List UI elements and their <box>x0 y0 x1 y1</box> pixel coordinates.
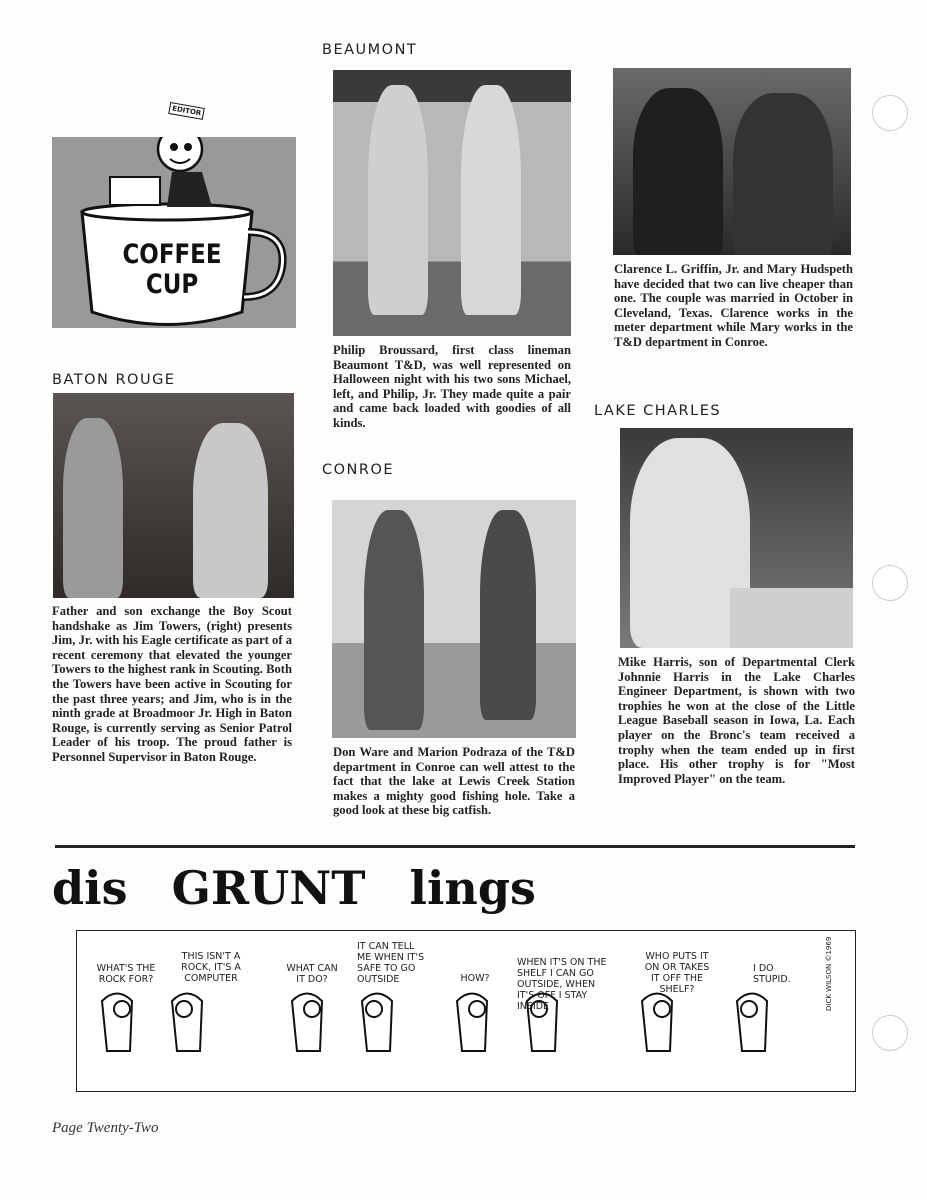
caption-wedding: Clarence L. Griffin, Jr. and Mary Hudspeth have decided that two can live cheaper than one. The couple was married in October in Cleveland, Texas. Clarence works in the meter department while Mary works in the T&D department in Conroe. <box>614 262 853 349</box>
logo-line-2: CUP <box>145 269 199 300</box>
photo-beaumont-halloween <box>333 70 571 336</box>
section-label-beaumont: BEAUMONT <box>322 42 418 58</box>
photo-griffin-hudspeth <box>613 68 851 255</box>
logo-title <box>121 240 223 300</box>
comic-bubble: IT CAN TELL ME WHEN IT'S SAFE TO GO OUTSIDE <box>357 941 425 985</box>
comic-title-part: GRUNT <box>171 861 366 915</box>
comic-title-part: dis <box>52 861 128 915</box>
editor-hat-label: EDITOR <box>168 102 205 120</box>
comic-title <box>52 862 536 914</box>
comic-strip <box>76 930 856 1092</box>
comic-bubble: WHO PUTS IT ON OR TAKES IT OFF THE SHELF? <box>644 951 710 995</box>
comic-bubble: WHAT'S THE ROCK FOR? <box>96 963 156 985</box>
binder-hole <box>872 95 908 131</box>
photo-baton-rouge-scouts <box>53 393 294 598</box>
caption-beaumont: Philip Broussard, first class lineman Beaumont T&D, was well represented on Halloween night with his two sons Michael, left, and Philip, Jr. They made quite a pair and came back loaded with goodies of all kinds. <box>333 343 571 430</box>
divider-rule <box>55 845 855 848</box>
page-number: Page Twenty-Two <box>52 1120 159 1136</box>
section-label-baton-rouge: BATON ROUGE <box>52 372 176 388</box>
coffee-cup-logo <box>52 104 296 328</box>
caveman-figures <box>77 991 855 1091</box>
comic-signature: DICK WILSON ©1969 <box>825 936 833 1011</box>
comic-bubble: I DO STUPID. <box>753 963 791 985</box>
comic-bubble: WHAT CAN IT DO? <box>286 963 338 985</box>
logo-line-1: COFFEE <box>122 239 222 270</box>
section-label-lake-charles: LAKE CHARLES <box>594 403 722 419</box>
caption-lake-charles: Mike Harris, son of Departmental Clerk Johnnie Harris in the Lake Charles Engineer Department, is shown with two trophies he won at the close of the Little League Baseball season in Iowa, La. Each player on the Bronc's team received a trophy when the team ended up in first place. His other trophy is for "Most Improved Player" on the team. <box>618 655 855 786</box>
caption-baton-rouge: Father and son exchange the Boy Scout handshake as Jim Towers, (right) presents Jim, Jr. with his Eagle certificate as part of a recent ceremony that elevated the younger Towers to the highest rank in Scouting. Both the Towers have been active in Scouting for the past three years; and Jim, who is in the ninth grade at Broadmoor Jr. High in Baton Rouge, is currently serving as Senior Patrol Leader of his troop. The proud father is Personnel Supervisor in Baton Rouge. <box>52 604 292 764</box>
binder-hole <box>872 565 908 601</box>
comic-bubble: THIS ISN'T A ROCK, IT'S A COMPUTER <box>181 951 241 984</box>
photo-lake-charles-trophies <box>620 428 853 648</box>
section-label-conroe: CONROE <box>322 462 395 478</box>
comic-bubble: WHEN IT'S ON THE SHELF I CAN GO OUTSIDE, WHEN IT'S OFF I STAY INSIDE <box>517 957 607 1012</box>
caption-conroe: Don Ware and Marion Podraza of the T&D department in Conroe can well attest to the fact that the lake at Lewis Creek Station makes a mighty good fishing hole. Take a good look at these big catfish. <box>333 745 575 818</box>
comic-bubble: HOW? <box>460 973 490 984</box>
photo-conroe-catfish <box>332 500 576 738</box>
binder-hole <box>872 1015 908 1051</box>
comic-title-part: lings <box>409 861 536 915</box>
